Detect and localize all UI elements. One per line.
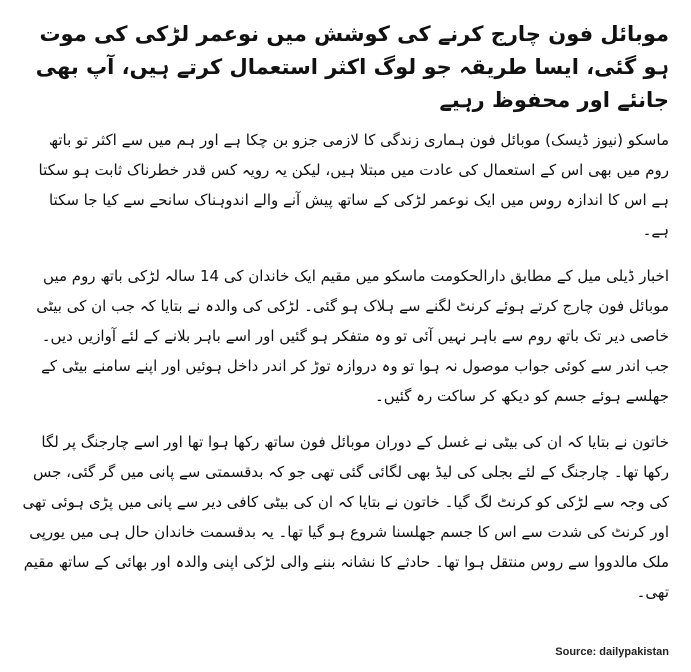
source-credit: Source: dailypakistan	[555, 646, 669, 658]
article-paragraph-daily-mail: اخبار ڈیلی میل کے مطابق دارالحکومت ماسکو میں مقیم ایک خاندان کی 14 سالہ لڑکی باتھ روم میں موبائل فون چارج کرتے ہوئے کرنٹ لگنے سے ہلاک ہو گئی۔ لڑکی کی والدہ نے بتایا کہ جب ان کی بیٹی خاصی دیر تک باتھ روم سے باہر نہیں آئی تو وہ متفکر ہو گئیں اور اسے باہر بلانے کے لئے آوازیں دیں۔ جب اندر سے کوئی جواب موصول نہ ہوا تو وہ دروازہ توڑ کر اندر داخل ہوئیں اور اپنے سامنے بیٹی کے جھلسے ہوئے جسم کو دیکھ کر ساکت رہ گئیں۔	[36, 267, 669, 405]
article-headline: موبائل فون چارج کرنے کی کوشش میں نوعمر لڑکی کی موت ہو گئی، ایسا طریقہ جو لوگ اکثر استعمال کرتے ہیں، آپ بھی جانئے اور محفوظ رہیے	[35, 22, 669, 112]
article-paragraph-intro: ماسکو (نیوز ڈیسک) موبائل فون ہماری زندگی کا لازمی جزو بن چکا ہے اور ہم میں سے اکثر تو باتھ روم میں بھی اس کے استعمال کی عادت میں مبتلا ہیں، لیکن یہ رویہ کس قدر خطرناک ثابت ہو سکتا ہے اس کا اندازہ روس میں ایک نوعمر لڑکی کے ساتھ پیش آنے والے اندوہناک سانحے سے کیا جا سکتا ہے۔	[38, 131, 669, 239]
article-paragraph-mother-account: خاتون نے بتایا کہ ان کی بیٹی نے غسل کے دوران موبائل فون ساتھ رکھا ہوا تھا اور اسے چارجنگ پر لگا رکھا تھا۔ چارجنگ کے لئے بجلی کی لیڈ بھی لگائی گئی تھی جو کہ بدقسمتی سے پانی میں گر گئی، جس کی وجہ سے لڑکی کو کرنٹ لگ گیا۔ خاتون نے بتایا کہ ان کی بیٹی کافی دیر سے پانی میں پڑی ہوئی تھی اور کرنٹ کی شدت سے اس کا جسم جھلسنا شروع ہو گیا تھا۔ یہ بدقسمت خاندان حال ہی میں یورپی ملک مالدووا سے روس منتقل ہوا تھا۔ حادثے کا نشانہ بننے والی لڑکی اپنی والدہ اور بھائی کے ساتھ مقیم تھی۔	[22, 433, 669, 601]
